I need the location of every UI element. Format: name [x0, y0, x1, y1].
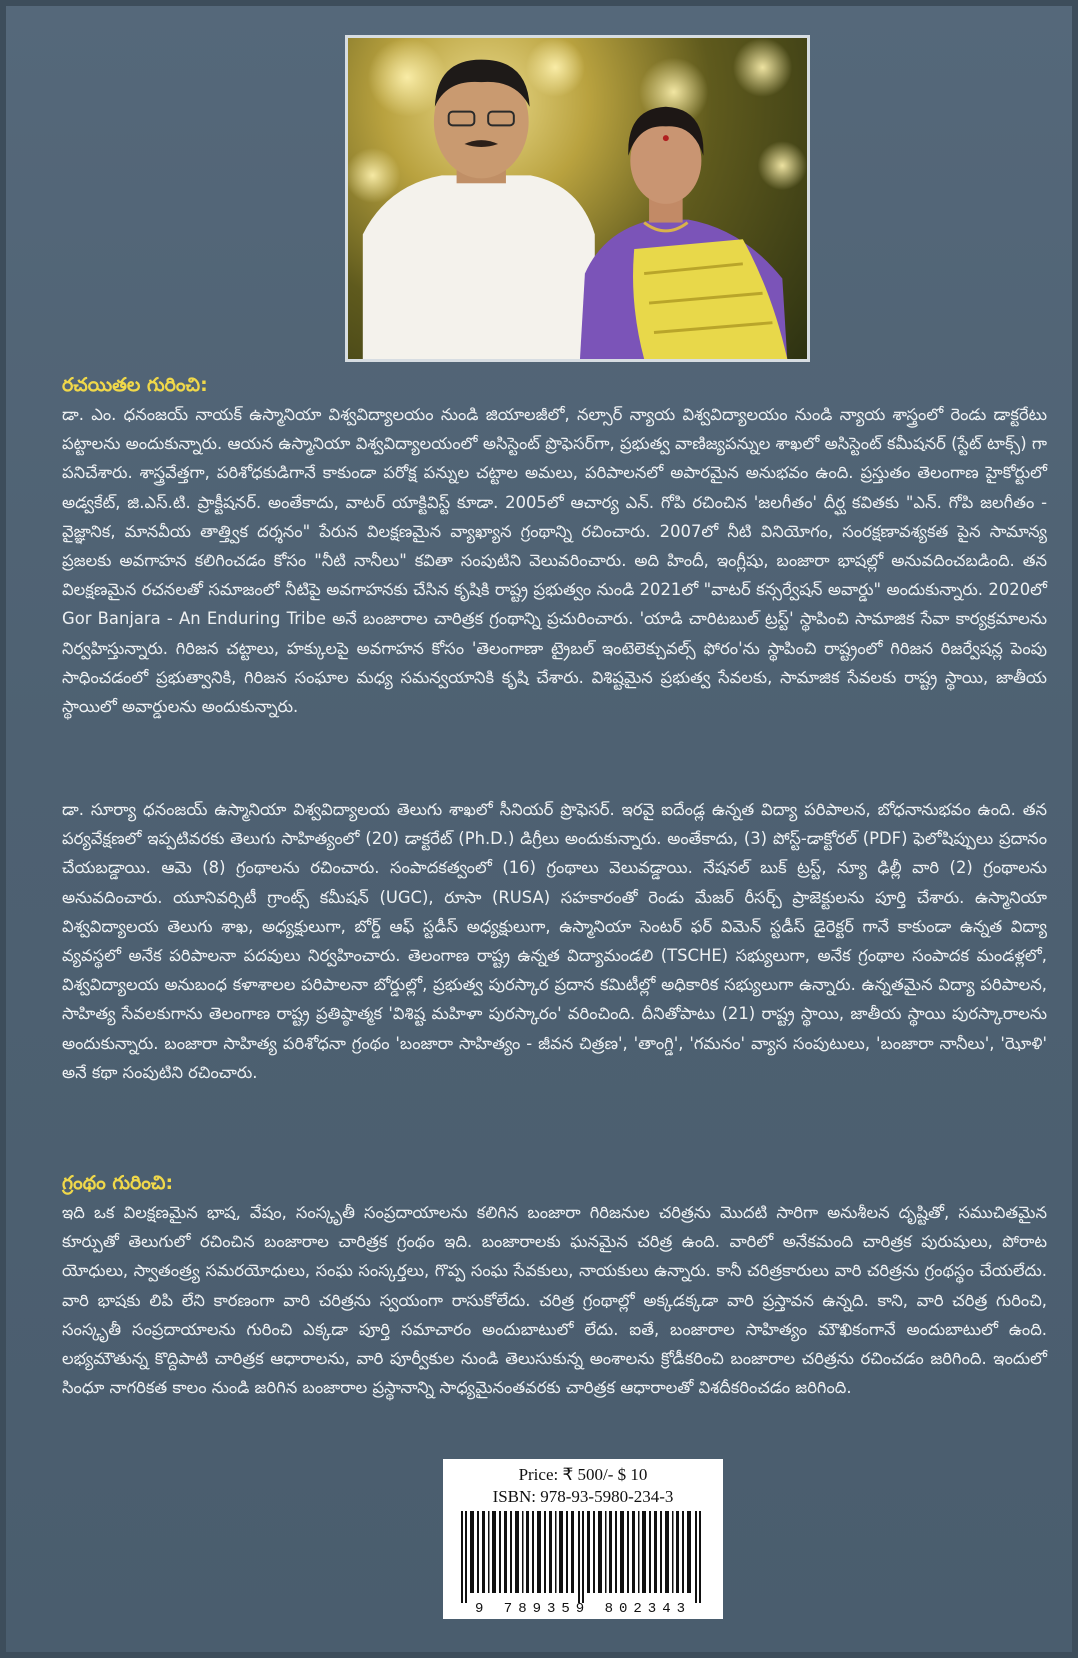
isbn-label: ISBN: 978-93-5980-234-3: [492, 1487, 674, 1506]
author2-bio: డా. సూర్యా ధనంజయ్ ఉస్మానియా విశ్వవిద్యాలయ తెలుగు శాఖలో సీనియర్ ప్రొఫెసర్. ఇరవై ఐదేండ్ల ఉన్నత విద్యా పరిపాలన, బోధనానుభవం ఉంది. తన పర్యవేక్షణలో ఇప్పటివరకు తెలుగు సాహిత్యంలో (20) డాక్టరేట్ (Ph.D.) డిగ్రీలు అందుకున్నారు. అంతేకాదు, (3) పోస్ట్-డాక్టోరల్ (PDF) ఫెలోషిప్పులు ప్రదానం చేయబడ్డాయి. ఆమె (8) గ్రంథాలను రచించారు. సంపాదకత్వంలో (16) గ్రంథాలు వెలువడ్డాయి. నేషనల్ బుక్ ట్రస్ట్, న్యూ ఢిల్లీ వారి (2) గ్రంథాలను అనువదించారు. యూనివర్సిటీ గ్రాంట్స్ కమీషన్ (UGC), రూసా (RUSA) సహకారంతో రెండు మేజర్ రీసర్చ్ ప్రాజెక్టులను పూర్తి చేశారు. ఉస్మానియా విశ్వవిద్యాలయ తెలుగు శాఖ, అధ్యక్షులుగా, బోర్డ్ ఆఫ్ స్టడీస్ అధ్యక్షులుగా, ఉస్మానియా సెంటర్ ఫర్ విమెన్ స్టడీస్ డైరెక్టర్ గానే కాకుండా ఉన్నత విద్యా వ్యవస్థలో అనేక పరిపాలనా పదవులు నిర్వహించారు. తెలంగాణ రాష్ట్ర ఉన్నత విద్యామండలి (TSCHE) సభ్యులుగా, అనేక గ్రంథాల సంపాదక మండళ్లలో, విశ్వవిద్యాలయ అనుబంధ కళాశాలల పరిపాలనా బోర్డుల్లో, ప్రభుత్వ పురస్కార ప్రదాన కమిటీల్లో అధికారిక సభ్యులుగా ఉన్నారు. ఉన్నతమైన విద్యా పరిపాలన, సాహిత్య సేవలకుగాను తెలంగాణ రాష్ట్ర ప్రతిష్ఠాత్మక 'విశిష్ట మహిళా పురస్కారం' వరించింది. దీనితోపాటు (21) రాష్ట్ర స్థాయి, జాతీయ స్థాయి పురస్కారాలను అందుకున్నారు. బంజారా సాహిత్య పరిశోధనా గ్రంథం 'బంజారా సాహిత్యం - జీవన చిత్రణ', 'తాంగ్డి', 'గమనం' వ్యాస సంపుటులు, 'బంజారా నానీలు', 'ఝోళి' అనే కథా సంపుటిని రచించారు.: [62, 800, 1047, 1082]
authors-photo: [345, 35, 810, 362]
price-isbn-box: [443, 1459, 723, 1619]
about-authors-heading: రచయితల గురించి:: [62, 374, 208, 396]
author1-bio: డా. ఎం. ధనంజయ్ నాయక్ ఉస్మానియా విశ్వవిద్యాలయం నుండి జియాలజీలో, నల్సార్ న్యాయ విశ్వవిద్యాలయం నుండి న్యాయ శాస్త్రంలో రెండు డాక్టరేటు పట్టాలను అందుకున్నారు. ఆయన ఉస్మానియా విశ్వవిద్యాలయంలో అసిస్టెంట్ ప్రొఫెసర్‌గా, ప్రభుత్వ వాణిజ్యపన్నుల శాఖలో అసిస్టెంట్ కమీషనర్ (స్టేట్ టాక్స్) గా పనిచేశారు. శాస్త్రవేత్తగా, పరిశోధకుడిగానే కాకుండా పరోక్ష పన్నుల చట్టాల అమలు, పరిపాలనలో అపారమైన అనుభవం ఉంది. ప్రస్తుతం తెలంగాణ హైకోర్టులో అడ్వకేట్, జి.ఎస్.టి. ప్రాక్టీషనర్. అంతేకాదు, వాటర్ యాక్టివిస్ట్ కూడా. 2005లో ఆచార్య ఎన్. గోపి రచించిన 'జలగీతం' దీర్ఘ కవితకు "ఎన్. గోపి జలగీతం - వైజ్ఞానిక, మానవీయ తాత్త్విక దర్శనం" పేరున విలక్షణమైన వ్యాఖ్యాన గ్రంథాన్ని రచించారు. 2007లో నీటి వినియోగం, సంరక్షణావశ్యకత పైన సామాన్య ప్రజలకు అవగాహన కలిగించడం కోసం "నీటి నానీలు" కవితా సంపుటిని వెలువరించారు. అది హిందీ, ఇంగ్లీషు, బంజారా భాషల్లో అనువదించబడింది. తన విలక్షణమైన రచనలతో సమాజంలో నీటిపై అవగాహనకు చేసిన కృషికి రాష్ట్ర ప్రభుత్వం నుండి 2021లో "వాటర్ కన్సర్వేషన్ అవార్డు" అందుకున్నారు. 2020లో Gor Banjara - An Enduring Tribe అనే బంజారాల చారిత్రక గ్రంథాన్ని ప్రచురించారు. 'యాడి చారిటబుల్ ట్రస్ట్' స్థాపించి సామాజిక సేవా కార్యక్రమాలను నిర్వహిస్తున్నారు. గిరిజన చట్టాలు, హక్కులపై అవగాహన కోసం 'తెలంగాణా ట్రైబల్ ఇంటెలెక్చువల్స్ ఫోరం'ను స్థాపించి రాష్ట్రంలో గిరిజన రిజర్వేషన్ల పెంపు సాధించడంలో ప్రభుత్వానికి, గిరిజన సంఘాల మధ్య సమన్వయానికి కృషి చేశారు. విశిష్టమైన ప్రభుత్వ సేవలకు, సామాజిక సేవలకు రాష్ట్ర స్థాయి, జాతీయ స్థాయిలో అవార్డులను అందుకున్నారు.: [62, 405, 1047, 717]
about-book-heading: గ్రంథం గురించి:: [62, 1172, 174, 1194]
authors-portrait-icon: [348, 38, 807, 359]
price-label: Price: ₹ 500/- $ 10: [518, 1465, 648, 1484]
barcode-digits: 9 789359 802343: [474, 1601, 692, 1617]
book-description: ఇది ఒక విలక్షణమైన భాష, వేషం, సంస్కృతీ సంప్రదాయాలను కలిగిన బంజారా గిరిజనుల చరిత్రను మొదటి సారిగా అనుశీలన దృష్టితో, సముచితమైన కూర్పుతో తెలుగులో రచించిన బంజారాల చారిత్రక గ్రంథం ఇది. బంజారాలకు ఘనమైన చరిత్ర ఉంది. వారిలో అనేకమంది చారిత్రక పురుషులు, పోరాట యోధులు, స్వాతంత్ర్య సమరయోధులు, సంఘ సంస్కర్తలు, గొప్ప సంఘ సేవకులు, నాయకులు ఉన్నారు. కానీ చరిత్రకారులు వారి చరిత్రను గ్రంథస్థం చేయలేదు. వారి భాషకు లిపి లేని కారణంగా వారి చరిత్రను స్వయంగా రాసుకోలేదు. చరిత్ర గ్రంథాల్లో అక్కడక్కడా వారి ప్రస్తావన ఉన్నది. కాని, వారి చరిత్ర గురించి, సంస్కృతీ సంప్రదాయాలను గురించి ఎక్కడా పూర్తి సమాచారం అందుబాటులో లేదు. ఐతే, బంజారాల సాహిత్యం మౌఖికంగానే అందుబాటులో ఉంది. లభ్యమౌతున్న కొద్దిపాటి చారిత్రక ఆధారాలను, వారి పూర్వీకుల నుండి తెలుసుకున్న అంశాలను క్రోడీకరించి బంజారాల చరిత్రను రచించడం జరిగింది. ఇందులో సింధూ నాగరికత కాలం నుండి జరిగిన బంజారాల ప్రస్థానాన్ని సాధ్యమైనంతవరకు చారిత్రక ఆధారాలతో విశదీకరించడం జరిగింది.: [62, 1203, 1047, 1398]
barcode-icon: [457, 1511, 709, 1603]
